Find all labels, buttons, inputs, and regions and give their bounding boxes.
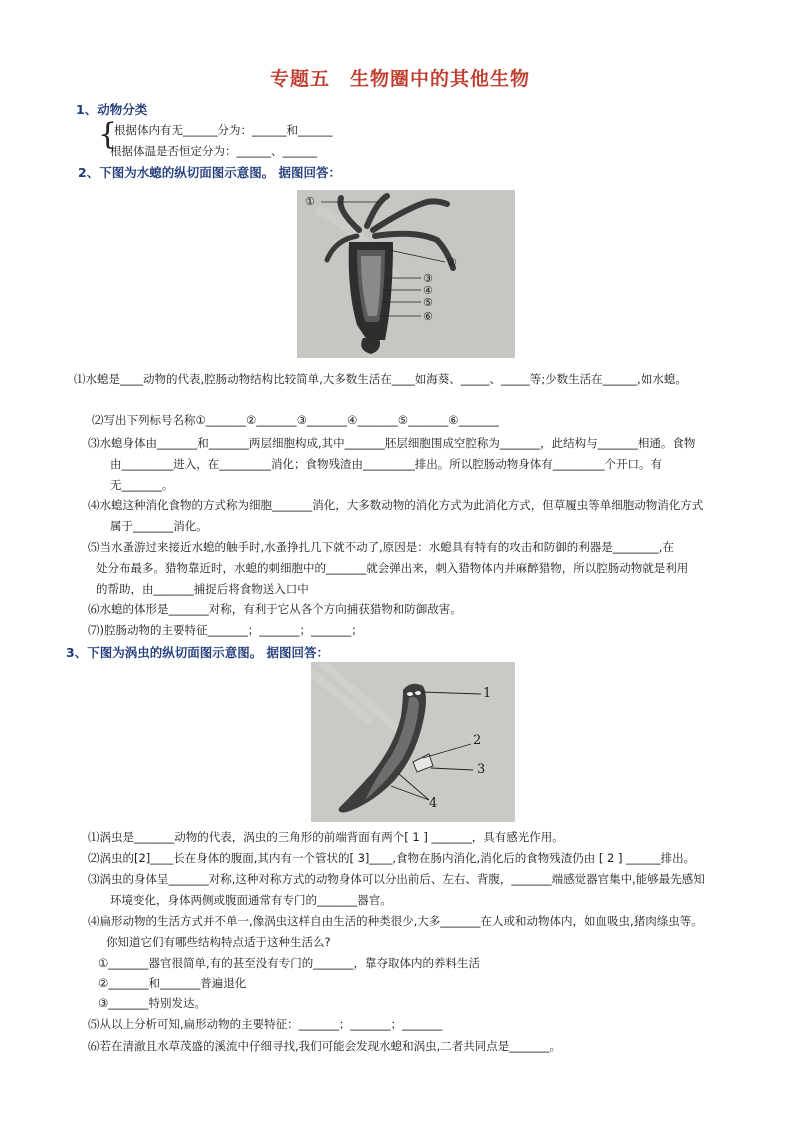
- s1-line-2: 根据体温是否恒定分为：______、______: [110, 144, 317, 158]
- hydra-label-3: ③: [423, 272, 433, 285]
- s2-question-3b: 由_________进入，在_________消化；食物残渣由_________排出。所以腔肠动物身体有_________个开口。有: [110, 457, 662, 471]
- s3-question-3b: 环境变化，身体两侧或腹面通常有专门的_______器官。: [110, 893, 392, 907]
- s3-question-1: ⑴涡虫是_______动物的代表，涡虫的三角形的前端背面有两个[ 1 ] _______，具有感光作用。: [88, 830, 564, 844]
- hydra-figure: [297, 190, 515, 358]
- hydra-label-4: ④: [423, 284, 433, 297]
- s3-question-4c: ①_______器官很简单,有的甚至没有专门的_______，靠夺取体内的养料生活: [98, 956, 480, 970]
- hydra-diagram: [297, 190, 515, 358]
- s1-line-1: 根据体内有无______分为：______和______: [114, 123, 333, 137]
- s2-question-6: ⑹水螅的体形是_______对称，有利于它从各个方向捕获猎物和防御敌害。: [88, 602, 462, 616]
- planaria-label-2: 2: [473, 733, 482, 748]
- section-1-heading: 1、动物分类: [76, 102, 148, 117]
- hydra-label-5: ⑤: [423, 296, 433, 309]
- s2-question-5c: 的帮助，由_______捕捉后将食物送入口中: [96, 582, 309, 596]
- s2-question-7: ⑺)腔肠动物的主要特征_______；_______；_______；: [88, 623, 363, 637]
- s3-question-2: ⑵涡虫的[2]____长在身体的腹面,其内有一个管状的[ 3]____,食物在肠内消化,消化后的食物残渣仍由 [ 2 ] ______排出。: [88, 851, 696, 865]
- section-2-heading: 2、下图为水螅的纵切面图示意图。 据图回答：: [78, 165, 342, 180]
- s3-question-3a: ⑶涡虫的身体呈_______对称,这种对称方式的动物身体可以分出前后、左右、背腹，_______端感觉器官集中,能够最先感知: [88, 872, 705, 886]
- s2-question-2: ⑵写出下列标号名称①_______②_______③_______④_______⑤_______⑥_______: [92, 413, 499, 427]
- planaria-label-1: 1: [483, 686, 492, 701]
- hydra-label-6: ⑥: [423, 310, 433, 323]
- section-3-heading: 3、下图为涡虫的纵切面图示意图。 据图回答：: [66, 645, 330, 660]
- hydra-label-1: ①: [305, 195, 315, 208]
- s3-question-5: ⑸从以上分析可知,扁形动物的主要特征：_______；_______；_______: [88, 1017, 443, 1031]
- s3-question-4d: ②_______和_______普遍退化: [98, 976, 247, 990]
- s2-question-5a: ⑸当水蚤游过来接近水螅的触手时,水蚤挣扎几下就不动了,原因是：水螅具有特有的攻击和防御的利器是________,在: [88, 540, 674, 554]
- s3-question-4e: ③_______特别发达。: [98, 996, 207, 1010]
- s2-question-4b: 属于_______消化。: [110, 519, 208, 533]
- planaria-figure: [311, 662, 515, 822]
- s3-question-4b: 你知道它们有哪些结构特点适于这种生活么?: [106, 935, 331, 949]
- hydra-label-2: ②: [447, 256, 457, 269]
- s2-question-4a: ⑷水螅这种消化食物的方式称为细胞_______消化，大多数动物的消化方式为此消化方式，但草履虫等单细胞动物消化方式: [88, 498, 704, 512]
- planaria-label-4: 4: [429, 796, 438, 811]
- planaria-label-3: 3: [477, 762, 486, 777]
- s2-question-3c: 无_______。: [110, 478, 174, 492]
- s2-question-1: ⑴水螅是____动物的代表,腔肠动物结构比较简单,大多数生活在____如海葵、_____、_____等;少数生活在______,如水螅。: [74, 372, 687, 386]
- s3-question-4a: ⑷扁形动物的生活方式并不单一,像涡虫这样自由生活的种类很少,大多_______在人或和动物体内，如血吸虫,猪肉绦虫等。: [88, 914, 703, 928]
- s2-question-3a: ⑶水螅身体由_______和_______两层细胞构成,其中_______胚层细胞围成空腔称为_______，此结构与_______相通。食物: [88, 436, 696, 450]
- s3-question-6: ⑹若在清澈且水草茂盛的溪流中仔细寻找,我们可能会发现水螅和涡虫,二者共同点是_______。: [88, 1039, 562, 1053]
- page-title: 专题五 生物圈中的其他生物: [270, 68, 531, 90]
- brace-icon: {: [98, 117, 118, 152]
- s2-question-5b: 处分布最多。猎物靠近时，水螅的刺细胞中的_______就会弹出来，刺入猎物体内并麻醉猎物，所以腔肠动物就是利用: [96, 561, 689, 575]
